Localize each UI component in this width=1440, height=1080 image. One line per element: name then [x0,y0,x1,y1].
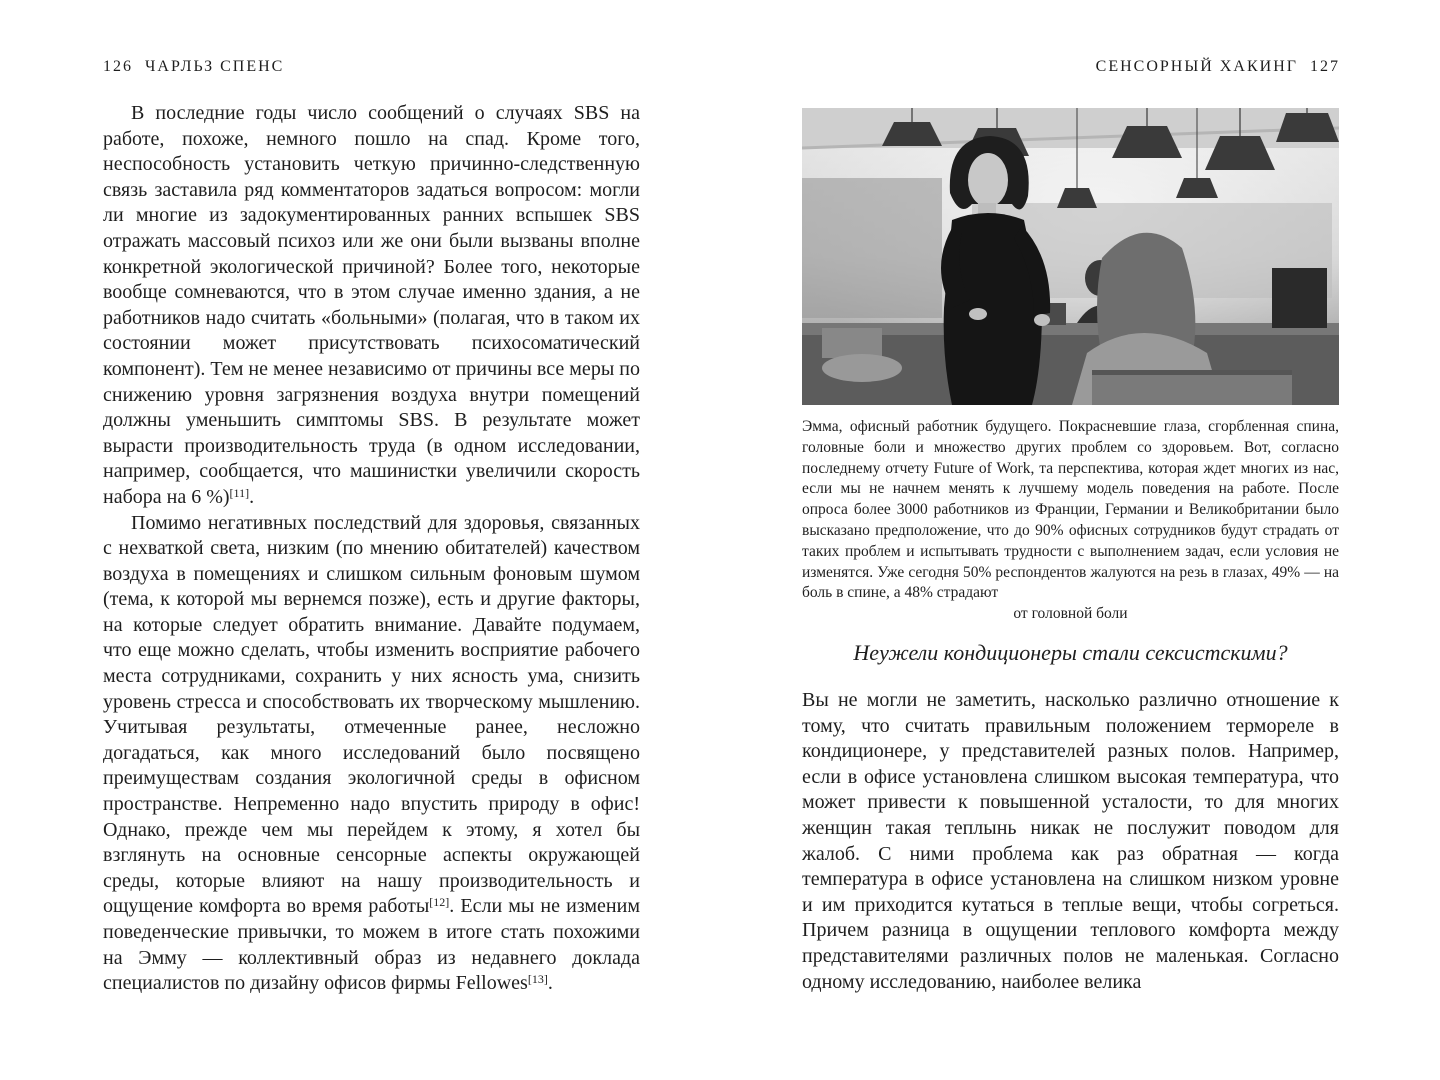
right-paragraph: Вы не могли не заметить, насколько различно отношение к тому, что считать правильным положением термореле в кондиционере, у представителей разных полов. Например, если в офисе установлена слишком высокая температура, что может привести к повышенной усталости, то для многих женщин такая теплынь никак не послужит поводом для жалоб. С ними проблема как раз обратная — когда температура в офисе установлена на слишком низком уровне и им приходится кутаться в теплые вещи, чтобы согреться. Причем разница в ощущении теплового комфорта между представителями различных полов не маленькая. Согласно одному исследованию, наиболее велика [802,689,1339,993]
caption-text: Эмма, офисный работник будущего. Покрасневшие глаза, сгорбленная спина, головные боли и множество других проблем со здоровьем. Вот, согласно последнему отчету Future of Work, та перспектива, которая ждет многих из нас, если мы не начнем менять к лучшему модель поведения на работе. После опроса более 3000 работников из Франции, Германии и Великобритании было высказано предположение, что до 90% офисных сотрудников будут страдать от таких проблем и испытывать трудности с выполнением задач, если условия не изменятся. Уже сегодня 50% респондентов жалуются на резь в глазах, 49% — на боль в спине, а 48% страдают [802,418,1339,602]
footnote-ref-13[interactable]: [13] [527,972,548,987]
footnote-ref-12[interactable]: [12] [429,895,450,910]
left-paragraph-1 [103,101,640,511]
left-body-text [103,101,640,997]
right-page [720,0,1440,1080]
author-name: ЧАРЛЬЗ СПЕНС [145,58,285,75]
left-page-number: 126 [103,58,133,75]
paragraph-1-tail: . [249,485,255,508]
office-photo [802,108,1339,405]
left-paragraph-2 [103,511,640,997]
right-body-text [802,688,1339,995]
paragraph-1-text: В последние годы число сообщений о случаях SBS на работе, похоже, немного пошло на спад. Кроме того, неспособность установить четкую причинно-следственную связь заставила ряд комментаторов задаться вопросом: могли ли многие из задокументированных ранних вспышек SBS отражать массовый психоз или же они были вызваны вполне конкретной экологической причиной? Более того, некоторые вообще сомневаются, что в этом случае именно здания, а не работников надо считать «больными» (полагая, что в таком их состоянии может присутствовать психосоматический компонент). Тем не менее независимо от причины все меры по снижению уровня загрязнения воздуха внутри помещений должны уменьшить симптомы SBS. В результате может вырасти производительность труда (в одном исследовании, например, сообщается, что машинистки увеличили скорость набора на 6 %) [103,102,640,508]
photo-caption [802,417,1339,625]
left-running-head [103,58,284,76]
chapter-title: СЕНСОРНЫЙ ХАКИНГ [1095,58,1298,75]
paragraph-2-text-b: . Если мы не изменим поведенческие привычки, то можем в итоге стать похожими на Эмму — коллективный образ из недавнего доклада специалистов по дизайну офисов фирмы Fellowes [103,895,640,995]
right-running-head [1096,58,1340,76]
right-page-number: 127 [1310,58,1340,75]
paragraph-2-text-a: Помимо негативных последствий для здоровья, связанных с нехваткой света, низким (по мнению обитателей) качеством воздуха в помещениях и слишком сильным фоновым шумом (тема, к которой мы вернемся позже), есть и другие факторы, на которые следует обратить внимание. Давайте подумаем, что еще можно сделать, чтобы изменить восприятие рабочего места сотрудниками, сохранить у них ясность ума, снизить уровень стресса и способствовать их творческому мышлению. Учитывая результаты, отмеченные ранее, несложно догадаться, как много исследований было посвящено преимуществам создания экологичной среды в офисном пространстве. Непременно надо впустить природу в офис! Однако, прежде чем мы перейдем к этому, я хотел бы взглянуть на основные сенсорные аспекты окружающей среды, которые влияют на нашу производительность и ощущение комфорта во время работы [103,511,640,918]
section-heading: Неужели кондиционеры стали сексистскими? [853,640,1288,665]
paragraph-2-tail: . [547,972,553,995]
footnote-ref-11[interactable]: [11] [229,485,250,500]
caption-last-line: от головной боли [1013,605,1128,623]
